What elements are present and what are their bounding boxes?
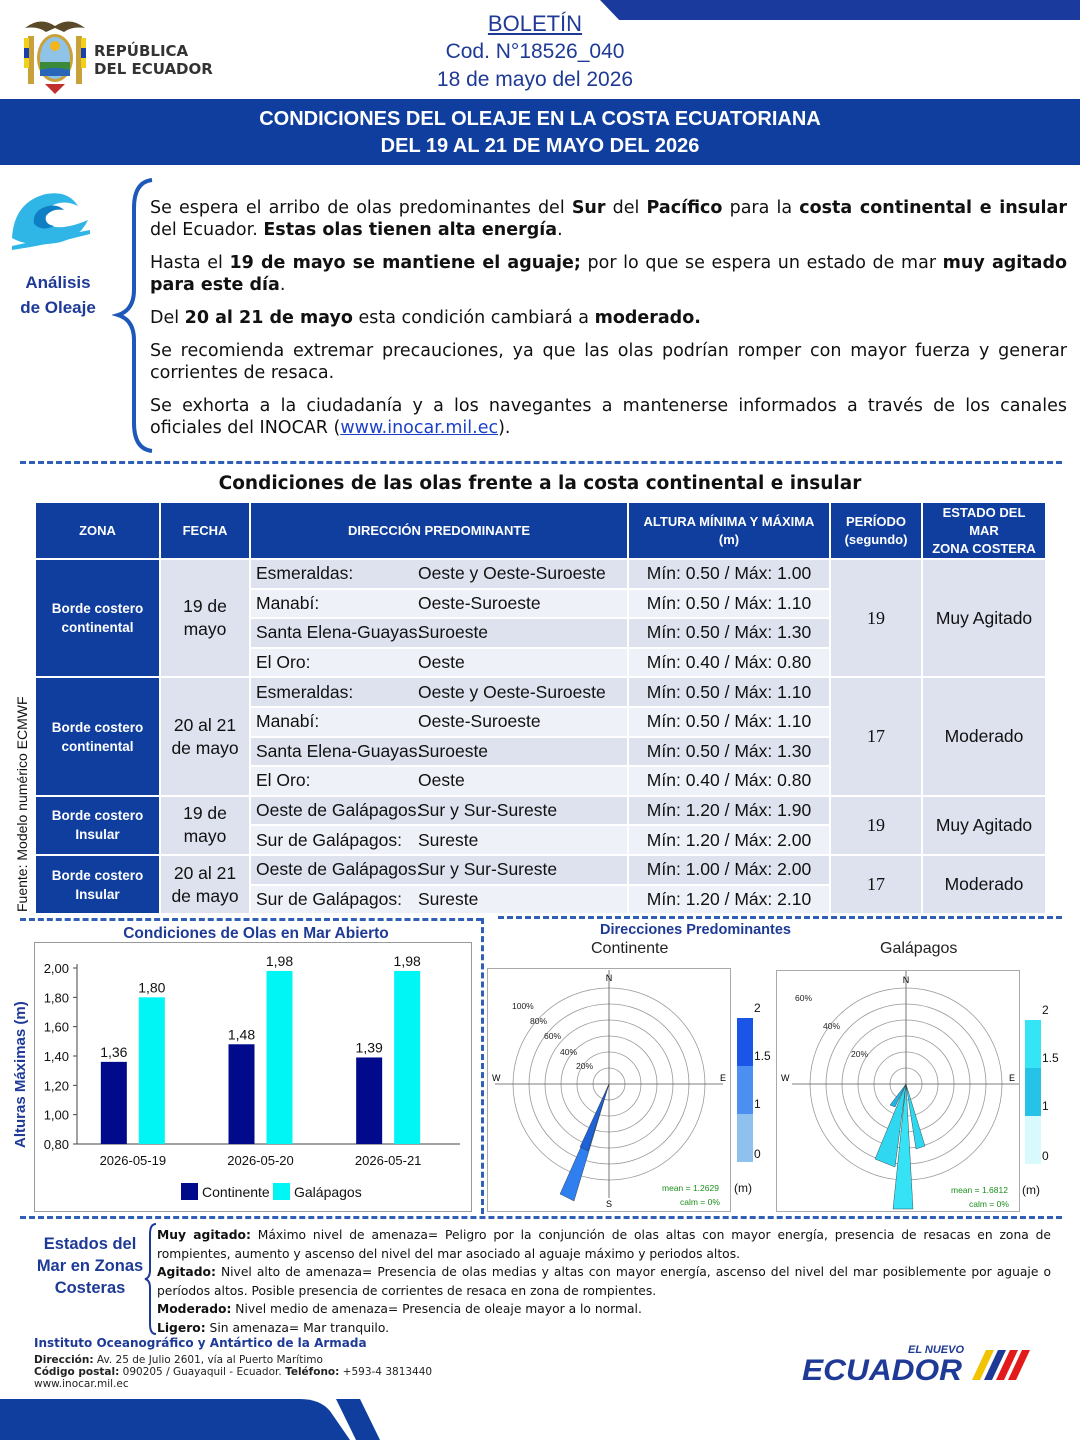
rose-calm: calm = 0% bbox=[969, 1199, 1009, 1209]
bulletin-info bbox=[380, 10, 690, 94]
footer-institution bbox=[34, 1337, 432, 1390]
country-line-2: DEL ECUADOR bbox=[94, 60, 213, 78]
height-cell: Mín: 1.20 / Máx: 2.00 bbox=[628, 825, 830, 855]
direction-text: Oeste-Suroeste bbox=[418, 711, 541, 732]
bar-continente bbox=[229, 1044, 255, 1144]
state-desc: Nivel alto de amenaza= Presencia de olas medias y altas con mayor energía, ascenso del nivel del mar posiblemente por aguaje o períodos altos. Posible presencia de corrientes de resaca en zona de rompientes. bbox=[157, 1265, 1051, 1298]
state-desc: Máximo nivel de amenaza= Peligro por la conjunción de olas altas con mayor energía, presencia de resacas en zona de rompientes, aumento y ascenso del nivel del mar asociado al aguaje máximo y periodos altos. bbox=[157, 1228, 1051, 1261]
sea-state-cell: Muy Agitado bbox=[922, 559, 1046, 677]
date-text: 19 de bbox=[183, 596, 227, 617]
direction-text: Oeste y Oeste-Suroeste bbox=[418, 563, 606, 584]
scale-label: 1.5 bbox=[754, 1049, 771, 1063]
direction-text: Oeste-Suroeste bbox=[418, 592, 541, 613]
x-tick-label: 2026-05-20 bbox=[227, 1153, 294, 1168]
zone-cell bbox=[35, 855, 160, 914]
period-cell: 17 bbox=[830, 677, 922, 795]
rose-ring-label: 60% bbox=[795, 993, 813, 1003]
date-cell bbox=[160, 677, 250, 795]
height-cell: Mín: 0.50 / Máx: 1.10 bbox=[628, 707, 830, 737]
text-run: del Ecuador. bbox=[150, 220, 264, 240]
text-run: ). bbox=[498, 418, 511, 438]
footer-label: Código postal: bbox=[34, 1366, 120, 1378]
location-text: Esmeraldas: bbox=[256, 681, 354, 702]
x-tick-label: 2026-05-19 bbox=[99, 1153, 167, 1168]
zone-text: continental bbox=[61, 620, 134, 636]
text-run-bold: Estas olas tienen alta energía bbox=[263, 220, 558, 240]
bulletin-code: Cod. N°18526_040 bbox=[445, 40, 625, 63]
rose-ring-label: 80% bbox=[530, 1016, 548, 1026]
direction-cell bbox=[250, 648, 628, 678]
bar-value-label: 1,98 bbox=[265, 952, 294, 969]
date-text: mayo bbox=[183, 619, 227, 640]
direction-cell bbox=[250, 589, 628, 619]
header-estado bbox=[922, 502, 1046, 559]
header-text: PERÍODO bbox=[846, 513, 906, 529]
state-item-ligero bbox=[157, 1319, 1051, 1338]
wave-icon bbox=[8, 180, 92, 250]
text-run: . bbox=[279, 275, 286, 295]
text-run: del bbox=[605, 198, 647, 218]
date-text: 20 al 21 bbox=[173, 714, 237, 735]
direction-cell bbox=[250, 677, 628, 707]
bulletin-date: 18 de mayo del 2026 bbox=[436, 68, 634, 91]
direction-text: Sureste bbox=[418, 829, 479, 850]
table-header-row bbox=[35, 502, 1046, 559]
header-text: (m) bbox=[718, 531, 740, 547]
bar-continente bbox=[356, 1057, 382, 1144]
text-run-bold: costa continental e insular bbox=[799, 198, 1067, 218]
rose-continent-scale bbox=[734, 1000, 776, 1200]
height-cell: Mín: 0.50 / Máx: 1.00 bbox=[628, 559, 830, 589]
text-run: para la bbox=[722, 198, 800, 218]
footer-label: Dirección: bbox=[34, 1354, 94, 1366]
location-text: El Oro: bbox=[256, 652, 311, 673]
height-cell: Mín: 0.50 / Máx: 1.30 bbox=[628, 618, 830, 648]
header-text: ESTADO DEL bbox=[942, 504, 1026, 520]
footer-value: Av. 25 de Julio 2601, vía al Puerto Marítimo bbox=[93, 1354, 323, 1366]
footer-bottom-band bbox=[0, 1393, 1080, 1440]
rose-ring-label: 40% bbox=[560, 1047, 578, 1057]
rose-mean: mean = 1.6812 bbox=[951, 1185, 1008, 1195]
compass-n: N bbox=[902, 975, 910, 985]
rose-petal bbox=[580, 1084, 609, 1151]
direction-text: Suroeste bbox=[418, 740, 489, 761]
direction-cell bbox=[250, 796, 628, 826]
analysis-label-line-1: Análisis bbox=[25, 273, 91, 292]
scale-label: 0 bbox=[754, 1147, 761, 1161]
text-run: esta condición cambiará a bbox=[352, 308, 595, 328]
bar-chart bbox=[34, 942, 472, 1212]
date-cell bbox=[160, 796, 250, 855]
bulletin-title: BOLETÍN bbox=[487, 11, 583, 36]
state-desc: Sin amenaza= Mar tranquilo. bbox=[205, 1320, 390, 1335]
analysis-paragraph-5 bbox=[150, 395, 1067, 439]
table-row bbox=[35, 796, 1046, 826]
section-divider bbox=[20, 461, 1062, 464]
footer-value: 090205 / Guayaquil - Ecuador. bbox=[119, 1366, 286, 1378]
state-item-agitado bbox=[157, 1263, 1051, 1300]
compass-w: W bbox=[492, 1073, 501, 1083]
analysis-paragraph-2 bbox=[150, 252, 1067, 296]
y-tick-label: 1,20 bbox=[43, 1078, 69, 1094]
section-divider-vertical bbox=[481, 918, 484, 1214]
location-text: Santa Elena-Guayas: bbox=[256, 622, 423, 643]
text-run: Se espera el arribo de olas predominantes del bbox=[150, 198, 572, 218]
scale-segment bbox=[1025, 1068, 1041, 1116]
direction-cell bbox=[250, 855, 628, 885]
main-title-band bbox=[0, 99, 1080, 165]
bar-continente bbox=[101, 1062, 127, 1144]
date-text: de mayo bbox=[171, 885, 239, 906]
zone-text: Insular bbox=[75, 886, 120, 902]
direction-cell bbox=[250, 737, 628, 767]
analysis-paragraph-1 bbox=[150, 197, 1067, 241]
date-text: 19 de bbox=[183, 803, 227, 824]
period-cell: 19 bbox=[830, 559, 922, 677]
compass-s: S bbox=[605, 1199, 613, 1209]
rose-ring-label: 100% bbox=[512, 1001, 534, 1011]
header-periodo bbox=[830, 502, 922, 559]
zone-text: Borde costero bbox=[51, 867, 144, 883]
states-label-line: Estados del bbox=[43, 1235, 137, 1253]
height-cell: Mín: 0.40 / Máx: 0.80 bbox=[628, 766, 830, 796]
text-run: por lo que se espera un estado de mar bbox=[580, 253, 943, 273]
location-text: Manabí: bbox=[256, 592, 320, 613]
location-text: Sur de Galápagos: bbox=[256, 829, 402, 850]
state-item-muy-agitado bbox=[157, 1226, 1051, 1263]
height-cell: Mín: 0.50 / Máx: 1.10 bbox=[628, 589, 830, 619]
compass-n: N bbox=[605, 973, 613, 983]
table-row bbox=[35, 677, 1046, 707]
rose-ring-label: 20% bbox=[851, 1049, 869, 1059]
date-text: 20 al 21 bbox=[173, 862, 237, 883]
date-text: de mayo bbox=[171, 737, 239, 758]
location-text: Sur de Galápagos: bbox=[256, 888, 402, 909]
bar-chart-ylabel: Alturas Máximas (m) bbox=[12, 1001, 29, 1148]
date-text: mayo bbox=[183, 826, 227, 847]
direction-text: Suroeste bbox=[418, 622, 489, 643]
y-tick-label: 0,80 bbox=[43, 1137, 69, 1152]
y-tick-label: 1,00 bbox=[43, 1107, 69, 1123]
compass-e: E bbox=[1009, 1073, 1016, 1083]
direction-text: Sur y Sur-Sureste bbox=[418, 800, 558, 821]
rose-galapagos-scale bbox=[1022, 1002, 1070, 1200]
bar-value-label: 1,36 bbox=[100, 1043, 128, 1060]
rose-galapagos bbox=[776, 970, 1020, 1212]
footer-web[interactable]: www.inocar.mil.ec bbox=[34, 1378, 129, 1390]
scale-label: 1 bbox=[1042, 1099, 1049, 1113]
rose-name-continent: Continente bbox=[591, 940, 669, 957]
section-divider bbox=[20, 1216, 1062, 1219]
rose-calm: calm = 0% bbox=[680, 1197, 720, 1207]
state-desc: Nivel medio de amenaza= Presencia de oleaje mayor a lo normal. bbox=[231, 1302, 642, 1316]
logo-big-text: ECUADOR bbox=[802, 1354, 963, 1387]
zone-text: continental bbox=[61, 738, 134, 754]
text-run-bold: 19 de mayo se mantiene el aguaje; bbox=[229, 253, 581, 273]
header-direccion: DIRECCIÓN PREDOMINANTE bbox=[250, 502, 628, 559]
legend-label: Galápagos bbox=[294, 1184, 362, 1200]
text-run-bold: Sur bbox=[571, 198, 606, 218]
institution-name: Instituto Oceanográfico y Antártico de la Armada bbox=[34, 1336, 367, 1350]
location-text: Esmeraldas: bbox=[256, 563, 354, 584]
table-row bbox=[35, 855, 1046, 885]
date-cell bbox=[160, 559, 250, 677]
zone-text: Borde costero bbox=[51, 719, 144, 735]
sea-state-cell: Muy Agitado bbox=[922, 796, 1046, 855]
scale-segment bbox=[737, 1066, 753, 1114]
zone-text: Borde costero bbox=[51, 601, 144, 617]
footer-value: +593-4 3813440 bbox=[339, 1366, 433, 1378]
compass-w: W bbox=[781, 1073, 790, 1083]
header-altura bbox=[628, 502, 830, 559]
bar-galápagos bbox=[139, 997, 165, 1144]
scale-label: 2 bbox=[1042, 1003, 1049, 1017]
scale-label: 1 bbox=[754, 1097, 761, 1111]
main-title-line-1: CONDICIONES DEL OLEAJE EN LA COSTA ECUATORIANA bbox=[259, 108, 821, 130]
zone-cell bbox=[35, 677, 160, 795]
text-run: Hasta el bbox=[150, 253, 230, 273]
x-tick-label: 2026-05-21 bbox=[354, 1153, 422, 1168]
scale-label: 2 bbox=[754, 1001, 761, 1015]
bar-value-label: 1,80 bbox=[138, 979, 166, 996]
states-label-line: Mar en Zonas bbox=[36, 1257, 144, 1275]
analysis-text bbox=[150, 197, 1067, 450]
country-line-1: REPÚBLICA bbox=[94, 42, 189, 60]
scale-segment bbox=[1025, 1020, 1041, 1068]
table-row bbox=[35, 559, 1046, 589]
rose-continent-canvas bbox=[488, 969, 730, 1211]
scale-label: 1.5 bbox=[1042, 1051, 1059, 1065]
period-cell: 17 bbox=[830, 855, 922, 914]
header-fecha: FECHA bbox=[160, 502, 250, 559]
small-brace-icon bbox=[144, 1222, 158, 1336]
inocar-link[interactable]: www.inocar.mil.ec bbox=[340, 418, 499, 438]
header-text: ZONA COSTERA bbox=[932, 540, 1036, 556]
direction-cell bbox=[250, 766, 628, 796]
bar-chart-canvas bbox=[35, 943, 471, 1211]
direction-text: Oeste y Oeste-Suroeste bbox=[418, 681, 606, 702]
legend-label: Continente bbox=[202, 1184, 270, 1200]
legend-swatch bbox=[273, 1183, 290, 1200]
logo-small-text: EL NUEVO bbox=[908, 1344, 965, 1356]
compass-e: E bbox=[720, 1073, 727, 1083]
country-name bbox=[94, 42, 213, 78]
height-cell: Mín: 0.40 / Máx: 0.80 bbox=[628, 648, 830, 678]
analysis-paragraph-4: Se recomienda extremar precauciones, ya que las olas podrían romper con mayor fuerza y generar corrientes de resaca. bbox=[150, 341, 1067, 383]
text-run-bold: muy agitado para este día bbox=[150, 253, 1067, 295]
height-cell: Mín: 1.00 / Máx: 2.00 bbox=[628, 855, 830, 885]
state-name: Muy agitado: bbox=[157, 1228, 251, 1242]
scale-label: 0 bbox=[1042, 1149, 1049, 1163]
location-text: Manabí: bbox=[256, 711, 320, 732]
zone-text: Borde costero bbox=[51, 808, 144, 824]
analysis-label-line-2: de Oleaje bbox=[20, 298, 96, 317]
period-cell: 19 bbox=[830, 796, 922, 855]
location-text: Santa Elena-Guayas: bbox=[256, 740, 423, 761]
y-tick-label: 2,00 bbox=[43, 961, 69, 976]
location-text: Oeste de Galápagos: bbox=[256, 859, 422, 880]
date-cell bbox=[160, 855, 250, 914]
table-title: Condiciones de las olas frente a la costa continental e insular bbox=[218, 473, 862, 494]
text-run-bold: moderado. bbox=[594, 308, 701, 328]
location-text: Oeste de Galápagos: bbox=[256, 800, 422, 821]
rose-mean: mean = 1.2629 bbox=[662, 1183, 719, 1193]
location-text: El Oro: bbox=[256, 770, 311, 791]
scale-unit: (m) bbox=[1022, 1183, 1040, 1197]
rose-ring-label: 20% bbox=[576, 1061, 594, 1071]
footer-postal bbox=[34, 1366, 432, 1378]
header-zona: ZONA bbox=[35, 502, 160, 559]
sea-state-cell: Moderado bbox=[922, 677, 1046, 795]
scale-segment bbox=[737, 1018, 753, 1066]
scale-segment bbox=[1025, 1116, 1041, 1164]
direction-cell bbox=[250, 707, 628, 737]
zone-cell bbox=[35, 796, 160, 855]
zone-cell bbox=[35, 559, 160, 677]
state-name: Ligero: bbox=[157, 1320, 206, 1335]
direction-text: Sur y Sur-Sureste bbox=[418, 859, 558, 880]
wave-conditions-table bbox=[34, 501, 1047, 915]
text-run-bold: Pacífico bbox=[646, 198, 723, 218]
rose-ring-label: 60% bbox=[544, 1031, 562, 1041]
rose-name-galapagos: Galápagos bbox=[880, 940, 958, 957]
bar-value-label: 1,48 bbox=[227, 1026, 256, 1043]
main-title-line-2: DEL 19 AL 21 DE MAYO DEL 2026 bbox=[380, 135, 700, 157]
section-divider bbox=[20, 918, 482, 921]
section-divider bbox=[498, 916, 1062, 919]
rose-ring-label: 40% bbox=[823, 1021, 841, 1031]
sea-state-cell: Moderado bbox=[922, 855, 1046, 914]
states-label-line: Costeras bbox=[54, 1279, 126, 1297]
direction-text: Oeste bbox=[418, 770, 465, 791]
direction-cell bbox=[250, 885, 628, 915]
roses-title: Direcciones Predominantes bbox=[600, 922, 791, 938]
header-text: (segundo) bbox=[844, 531, 908, 547]
height-cell: Mín: 1.20 / Máx: 2.10 bbox=[628, 885, 830, 915]
ecuador-coat-of-arms-icon bbox=[20, 14, 90, 96]
rose-galapagos-canvas bbox=[777, 971, 1019, 1211]
bar-chart-title: Condiciones de Olas en Mar Abierto bbox=[123, 925, 389, 942]
text-run: Se exhorta a la ciudadanía y a los navegantes a mantenerse informados a través de los canales oficiales del INOCAR ( bbox=[150, 396, 1067, 438]
y-tick-label: 1,80 bbox=[43, 990, 69, 1006]
bar-galápagos bbox=[394, 971, 420, 1144]
direction-text: Oeste bbox=[418, 652, 465, 673]
state-name: Moderado: bbox=[157, 1302, 232, 1316]
el-nuevo-ecuador-logo bbox=[800, 1340, 1045, 1390]
source-label: Fuente: Modelo numérico ECMWF bbox=[14, 696, 30, 912]
direction-cell bbox=[250, 618, 628, 648]
text-run: Del bbox=[150, 308, 185, 328]
header-text: MAR bbox=[969, 522, 999, 538]
state-item-moderado bbox=[157, 1300, 1051, 1319]
analysis-paragraph-3 bbox=[150, 307, 1067, 329]
zone-text: Insular bbox=[75, 827, 120, 843]
text-run-bold: 20 al 21 de mayo bbox=[184, 308, 353, 328]
rose-continent bbox=[487, 968, 731, 1212]
height-cell: Mín: 1.20 / Máx: 1.90 bbox=[628, 796, 830, 826]
bar-value-label: 1,39 bbox=[355, 1039, 383, 1056]
footer-address bbox=[34, 1354, 432, 1366]
scale-segment bbox=[737, 1114, 753, 1162]
legend-swatch bbox=[181, 1183, 198, 1200]
direction-cell bbox=[250, 559, 628, 589]
y-tick-label: 1,60 bbox=[43, 1019, 69, 1035]
height-cell: Mín: 0.50 / Máx: 1.10 bbox=[628, 677, 830, 707]
states-label bbox=[20, 1233, 160, 1299]
height-cell: Mín: 0.50 / Máx: 1.30 bbox=[628, 737, 830, 767]
state-name: Agitado: bbox=[157, 1265, 216, 1279]
y-tick-label: 1,40 bbox=[43, 1049, 69, 1064]
scale-unit: (m) bbox=[734, 1181, 752, 1195]
bar-galápagos bbox=[267, 971, 293, 1144]
states-text bbox=[157, 1226, 1051, 1337]
direction-cell bbox=[250, 825, 628, 855]
direction-text: Sureste bbox=[418, 888, 479, 909]
footer-label: Teléfono: bbox=[285, 1366, 340, 1378]
analysis-label bbox=[8, 270, 108, 320]
header-text: ALTURA MÍNIMA Y MÁXIMA bbox=[643, 513, 815, 529]
bar-value-label: 1,98 bbox=[393, 952, 421, 969]
text-run: . bbox=[557, 220, 563, 240]
